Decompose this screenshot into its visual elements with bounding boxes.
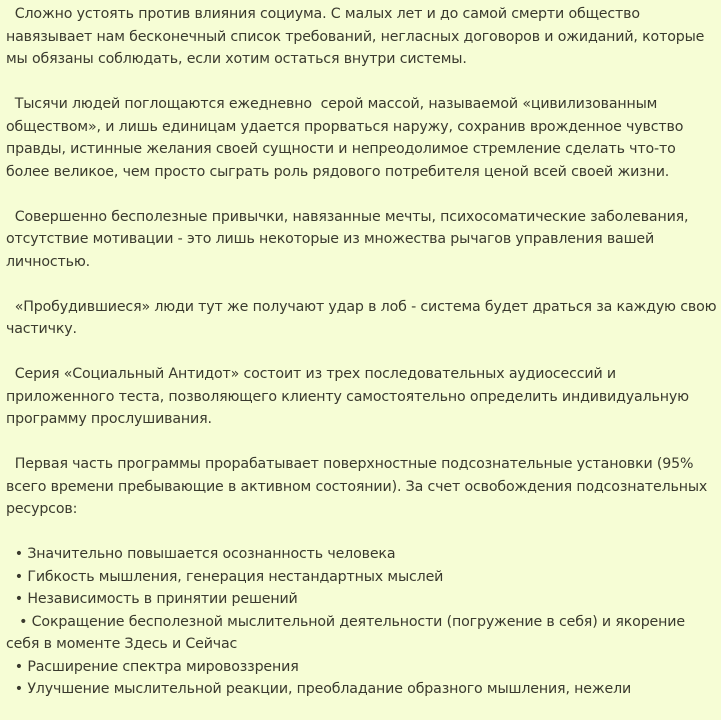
list-item: • Гибкость мышления, генерация нестандартных мыслей (6, 568, 444, 585)
list-item: • Улучшение мыслительной реакции, преобладание образного мышления, нежели (6, 681, 632, 697)
list-item: • Расширение спектра мировоззрения (6, 658, 299, 675)
paragraph-awakened-people: «Пробудившиеся» люди тут же получают удар в лоб - система будет драться за каждую свою частичку. (6, 298, 717, 337)
list-item: • Значительно повышается осознанность человека (6, 546, 396, 562)
benefits-list (6, 543, 721, 701)
paragraph-useless-habits: Совершенно бесполезные привычки, навязанные мечты, психосоматические заболевания, отсутствие мотивации - это лишь некоторые из множества рычагов управления вашей личностью. (6, 208, 689, 270)
paragraph-first-part: Первая часть программы прорабатывает поверхностные подсознательные установки (95% всего времени пребывающие в активном состоянии). За счет освобождения подсознательных ресурсов: (6, 456, 708, 517)
list-item: • Сокращение бесполезной мыслительной деятельности (погружение в себя) и якорение себя в моменте Здесь и Сейчас (6, 613, 685, 652)
paragraph-grey-mass: Тысячи людей поглощаются ежедневно серой массой, называемой «цивилизованным обществом», и лишь единицам удается прорваться наружу, сохранив врожденное чувство правды, истинные желания своей сущности и непреодолимое стремление сделать что-то более великое, чем просто сыграть роль рядового потребителя ценой всей своей жизни. (6, 96, 684, 180)
paragraph-social-influence: Сложно устоять против влияния социума. С малых лет и до самой смерти общество навязывает нам бесконечный список требований, негласных договоров и ожиданий, которые мы обязаны соблюдать, если хотим остаться внутри системы. (6, 6, 705, 67)
paragraph-series-description: Серия «Социальный Антидот» состоит из трех последовательных аудиосессий и приложенного теста, позволяющего клиенту самостоятельно определить индивидуальную программу прослушивания. (6, 366, 689, 427)
list-item: • Независимость в принятии решений (6, 591, 298, 607)
